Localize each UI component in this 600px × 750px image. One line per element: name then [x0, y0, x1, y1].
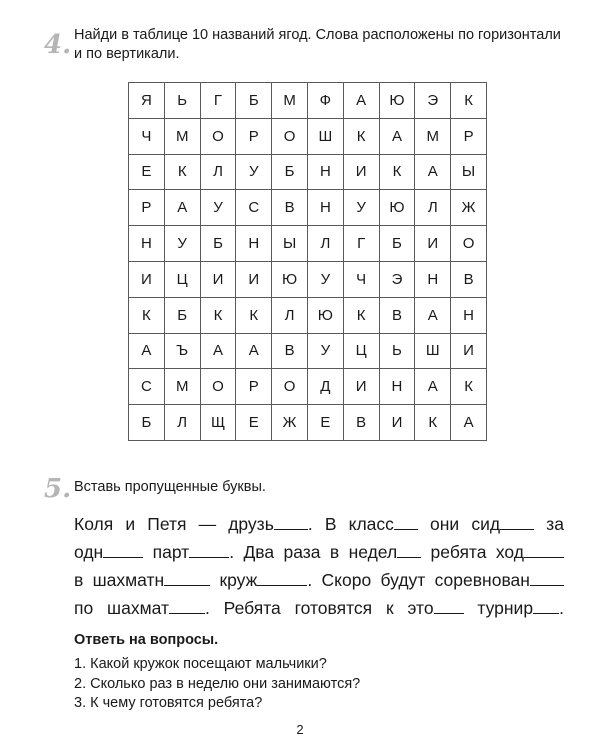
page-number: 2	[296, 722, 304, 737]
grid-cell[interactable]: В	[451, 261, 487, 297]
grid-cell[interactable]: Р	[236, 369, 272, 405]
word	[431, 538, 487, 566]
word	[125, 510, 135, 538]
grid-cell[interactable]: Ч	[343, 261, 379, 297]
grid-cell[interactable]: К	[451, 369, 487, 405]
grid-cell[interactable]: В	[272, 190, 308, 226]
question-item: 2. Сколько раз в неделю они занимаются?	[74, 675, 361, 692]
grid-row	[129, 190, 487, 226]
word-text: в	[74, 570, 84, 590]
grid-cell[interactable]: М	[164, 369, 200, 405]
word	[407, 594, 463, 622]
grid-cell[interactable]: К	[129, 297, 165, 333]
grid-cell[interactable]: С	[236, 190, 272, 226]
grid-cell[interactable]: Е	[236, 405, 272, 441]
word	[435, 566, 564, 594]
grid-cell[interactable]: Ы	[451, 154, 487, 190]
grid-cell[interactable]: А	[451, 405, 487, 441]
word-text: за	[546, 514, 564, 534]
grid-cell[interactable]: И	[343, 154, 379, 190]
grid-cell[interactable]: Н	[415, 261, 451, 297]
grid-cell[interactable]: Б	[164, 297, 200, 333]
grid-cell[interactable]: У	[307, 261, 343, 297]
grid-cell[interactable]: Н	[236, 226, 272, 262]
word-text: круж	[219, 570, 258, 590]
blank-line[interactable]	[103, 543, 143, 558]
grid-cell[interactable]: В	[343, 405, 379, 441]
grid-cell[interactable]: С	[129, 369, 165, 405]
word-text: Коля	[74, 514, 114, 534]
word	[107, 594, 210, 622]
word-text: Ребята	[223, 598, 281, 618]
blank-line[interactable]	[169, 599, 205, 614]
grid-cell[interactable]: Ь	[164, 83, 200, 119]
word-text: Петя	[147, 514, 187, 534]
grid-cell[interactable]: В	[379, 297, 415, 333]
grid-cell[interactable]: Н	[129, 226, 165, 262]
grid-cell[interactable]: Ю	[379, 83, 415, 119]
word-text: класс	[348, 514, 394, 534]
word	[295, 594, 373, 622]
grid-cell[interactable]: Л	[164, 405, 200, 441]
word	[430, 510, 459, 538]
word	[224, 594, 281, 622]
grid-cell[interactable]: К	[451, 83, 487, 119]
word	[93, 566, 211, 594]
grid-row	[129, 154, 487, 190]
word-text: В	[324, 514, 337, 534]
task-5-instruction: Вставь пропущенные буквы.	[74, 479, 266, 495]
grid-cell[interactable]: У	[200, 190, 236, 226]
blank-line[interactable]	[257, 571, 307, 586]
blank-line[interactable]	[533, 599, 559, 614]
grid-cell[interactable]: И	[415, 226, 451, 262]
grid-cell[interactable]: У	[236, 154, 272, 190]
question-item: 1. Какой кружок посещают мальчики?	[74, 656, 327, 672]
grid-row	[129, 261, 487, 297]
word-text: шахмат	[107, 598, 169, 618]
text-line	[74, 538, 564, 566]
grid-cell[interactable]: М	[164, 118, 200, 154]
word	[74, 594, 93, 622]
grid-cell[interactable]: Б	[129, 405, 165, 441]
grid-row	[129, 118, 487, 154]
text-line	[74, 566, 564, 594]
word-text: они	[430, 514, 460, 534]
grid-cell[interactable]: М	[272, 83, 308, 119]
grid-cell[interactable]: Э	[379, 261, 415, 297]
grid-cell[interactable]: Щ	[200, 405, 236, 441]
grid-cell[interactable]: Р	[451, 118, 487, 154]
word-text: парт	[152, 542, 190, 562]
grid-cell[interactable]: К	[415, 405, 451, 441]
grid-cell[interactable]: И	[200, 261, 236, 297]
grid-row	[129, 333, 487, 369]
grid-cell[interactable]: Б	[272, 154, 308, 190]
grid-cell[interactable]: Я	[129, 83, 165, 119]
grid-cell[interactable]: Б	[200, 226, 236, 262]
blank-line[interactable]	[434, 599, 464, 614]
grid-cell[interactable]: Э	[415, 83, 451, 119]
grid-cell[interactable]: Б	[379, 226, 415, 262]
grid-cell[interactable]: А	[236, 333, 272, 369]
word-text: по	[74, 598, 94, 618]
task-4-number: 4.	[44, 30, 72, 60]
grid-cell[interactable]: У	[164, 226, 200, 262]
grid-cell[interactable]: Л	[200, 154, 236, 190]
grid-cell[interactable]: Е	[307, 405, 343, 441]
blank-line[interactable]	[274, 515, 308, 530]
word-text: недел	[348, 542, 398, 562]
grid-cell[interactable]: К	[343, 118, 379, 154]
grid-cell[interactable]: Ж	[451, 190, 487, 226]
word-search-grid	[128, 82, 487, 441]
grid-cell[interactable]: Н	[451, 297, 487, 333]
grid-cell[interactable]: Л	[272, 297, 308, 333]
grid-cell[interactable]: Г	[343, 226, 379, 262]
grid-cell[interactable]: О	[200, 369, 236, 405]
word-text: Два	[243, 542, 275, 562]
grid-cell[interactable]: К	[379, 154, 415, 190]
word-text: это	[407, 598, 434, 618]
grid-cell[interactable]: Л	[307, 226, 343, 262]
grid-cell[interactable]: Б	[236, 83, 272, 119]
word	[228, 510, 313, 538]
grid-cell[interactable]: А	[343, 83, 379, 119]
word-text: готовятся	[294, 598, 373, 618]
word	[546, 510, 564, 538]
word	[471, 510, 534, 538]
word-text: турнир	[477, 598, 534, 618]
grid-cell[interactable]: Ц	[343, 333, 379, 369]
questions-title: Ответь на вопросы.	[74, 632, 219, 648]
grid-cell[interactable]: Ь	[379, 333, 415, 369]
grid-cell[interactable]: О	[272, 118, 308, 154]
grid-cell[interactable]: А	[164, 190, 200, 226]
grid-cell[interactable]: Ф	[307, 83, 343, 119]
word	[153, 538, 234, 566]
grid-row	[129, 369, 487, 405]
word	[496, 538, 564, 566]
grid-cell[interactable]: А	[415, 369, 451, 405]
grid-cell[interactable]: Ж	[272, 405, 308, 441]
word-text: —	[198, 514, 217, 534]
text-line	[74, 594, 564, 622]
grid-cell[interactable]: А	[415, 154, 451, 190]
grid-cell[interactable]: Р	[129, 190, 165, 226]
word	[349, 510, 418, 538]
blank-line[interactable]	[164, 571, 210, 586]
grid-cell[interactable]: А	[200, 333, 236, 369]
word-text: Скоро	[321, 570, 372, 590]
word-text: и	[125, 514, 136, 534]
punctuation: .	[559, 598, 564, 618]
grid-cell[interactable]: У	[307, 333, 343, 369]
blank-line[interactable]	[530, 571, 564, 586]
word-text: к	[385, 598, 394, 618]
grid-cell[interactable]: К	[343, 297, 379, 333]
word	[219, 566, 312, 594]
word	[284, 538, 321, 566]
word	[74, 510, 113, 538]
grid-cell[interactable]: Г	[200, 83, 236, 119]
word	[381, 566, 426, 594]
word	[322, 566, 372, 594]
grid-cell[interactable]: А	[379, 118, 415, 154]
grid-cell[interactable]: Ъ	[164, 333, 200, 369]
grid-cell[interactable]: О	[272, 369, 308, 405]
grid-cell[interactable]: У	[343, 190, 379, 226]
blank-line[interactable]	[397, 543, 421, 558]
grid-cell[interactable]: Ю	[272, 261, 308, 297]
word-text: сид	[471, 514, 501, 534]
word	[330, 538, 339, 566]
question-item: 3. К чему готовятся ребята?	[74, 695, 263, 711]
grid-cell[interactable]: Ц	[164, 261, 200, 297]
grid-row	[129, 83, 487, 119]
word-text: будут	[380, 570, 426, 590]
grid-cell[interactable]: Ы	[272, 226, 308, 262]
word	[74, 566, 83, 594]
word	[386, 594, 394, 622]
grid-cell[interactable]: Л	[415, 190, 451, 226]
word	[477, 594, 564, 622]
punctuation: .	[204, 598, 210, 618]
grid-cell[interactable]: А	[415, 297, 451, 333]
grid-cell[interactable]: В	[272, 333, 308, 369]
questions-list	[74, 655, 360, 714]
word	[243, 538, 274, 566]
word	[147, 510, 186, 538]
grid-cell[interactable]: К	[236, 297, 272, 333]
word	[325, 510, 337, 538]
grid-cell[interactable]: И	[379, 405, 415, 441]
grid-cell[interactable]: Ш	[307, 118, 343, 154]
grid-cell[interactable]: Ч	[129, 118, 165, 154]
task-4-instruction-line1: Найди в таблице 10 названий ягод. Слова расположены по горизонтали	[74, 27, 561, 43]
word	[74, 538, 143, 566]
punctuation: .	[307, 514, 313, 534]
blank-line[interactable]	[524, 543, 564, 558]
blank-line[interactable]	[189, 543, 229, 558]
word-text: ход	[495, 542, 524, 562]
grid-cell[interactable]: Ю	[307, 297, 343, 333]
grid-cell[interactable]: А	[129, 333, 165, 369]
word-text: друзь	[228, 514, 274, 534]
task-4-instruction-line2: и по вертикали.	[74, 46, 180, 62]
word-text: одн	[74, 542, 104, 562]
grid-row	[129, 405, 487, 441]
blank-line[interactable]	[500, 515, 534, 530]
grid-cell[interactable]: И	[451, 333, 487, 369]
word	[349, 538, 422, 566]
word-text: в	[329, 542, 340, 562]
word-text: ребята	[430, 542, 487, 562]
word	[199, 510, 217, 538]
grid-cell[interactable]: М	[415, 118, 451, 154]
grid-cell[interactable]: Н	[307, 190, 343, 226]
fill-in-text	[74, 510, 564, 622]
grid-row	[129, 226, 487, 262]
grid-cell[interactable]: Ю	[379, 190, 415, 226]
grid-cell[interactable]: Н	[379, 369, 415, 405]
grid-cell[interactable]: Д	[307, 369, 343, 405]
grid-cell[interactable]: О	[451, 226, 487, 262]
grid-cell[interactable]: Р	[236, 118, 272, 154]
grid-cell[interactable]: И	[343, 369, 379, 405]
task-4-instruction	[74, 26, 561, 64]
punctuation: .	[307, 570, 313, 590]
grid-cell[interactable]: О	[200, 118, 236, 154]
word-text: шахматн	[92, 570, 165, 590]
grid-cell[interactable]: Е	[129, 154, 165, 190]
task-5-number: 5.	[44, 474, 72, 504]
grid-cell[interactable]: И	[129, 261, 165, 297]
grid-cell[interactable]: Н	[307, 154, 343, 190]
grid-cell[interactable]: Ш	[415, 333, 451, 369]
grid-cell[interactable]: К	[200, 297, 236, 333]
word-text: соревнован	[434, 570, 530, 590]
grid-row	[129, 297, 487, 333]
punctuation: .	[229, 542, 235, 562]
blank-line[interactable]	[394, 515, 418, 530]
text-line	[74, 510, 564, 538]
grid-cell[interactable]: К	[164, 154, 200, 190]
grid-cell[interactable]: И	[236, 261, 272, 297]
word-text: раза	[283, 542, 321, 562]
